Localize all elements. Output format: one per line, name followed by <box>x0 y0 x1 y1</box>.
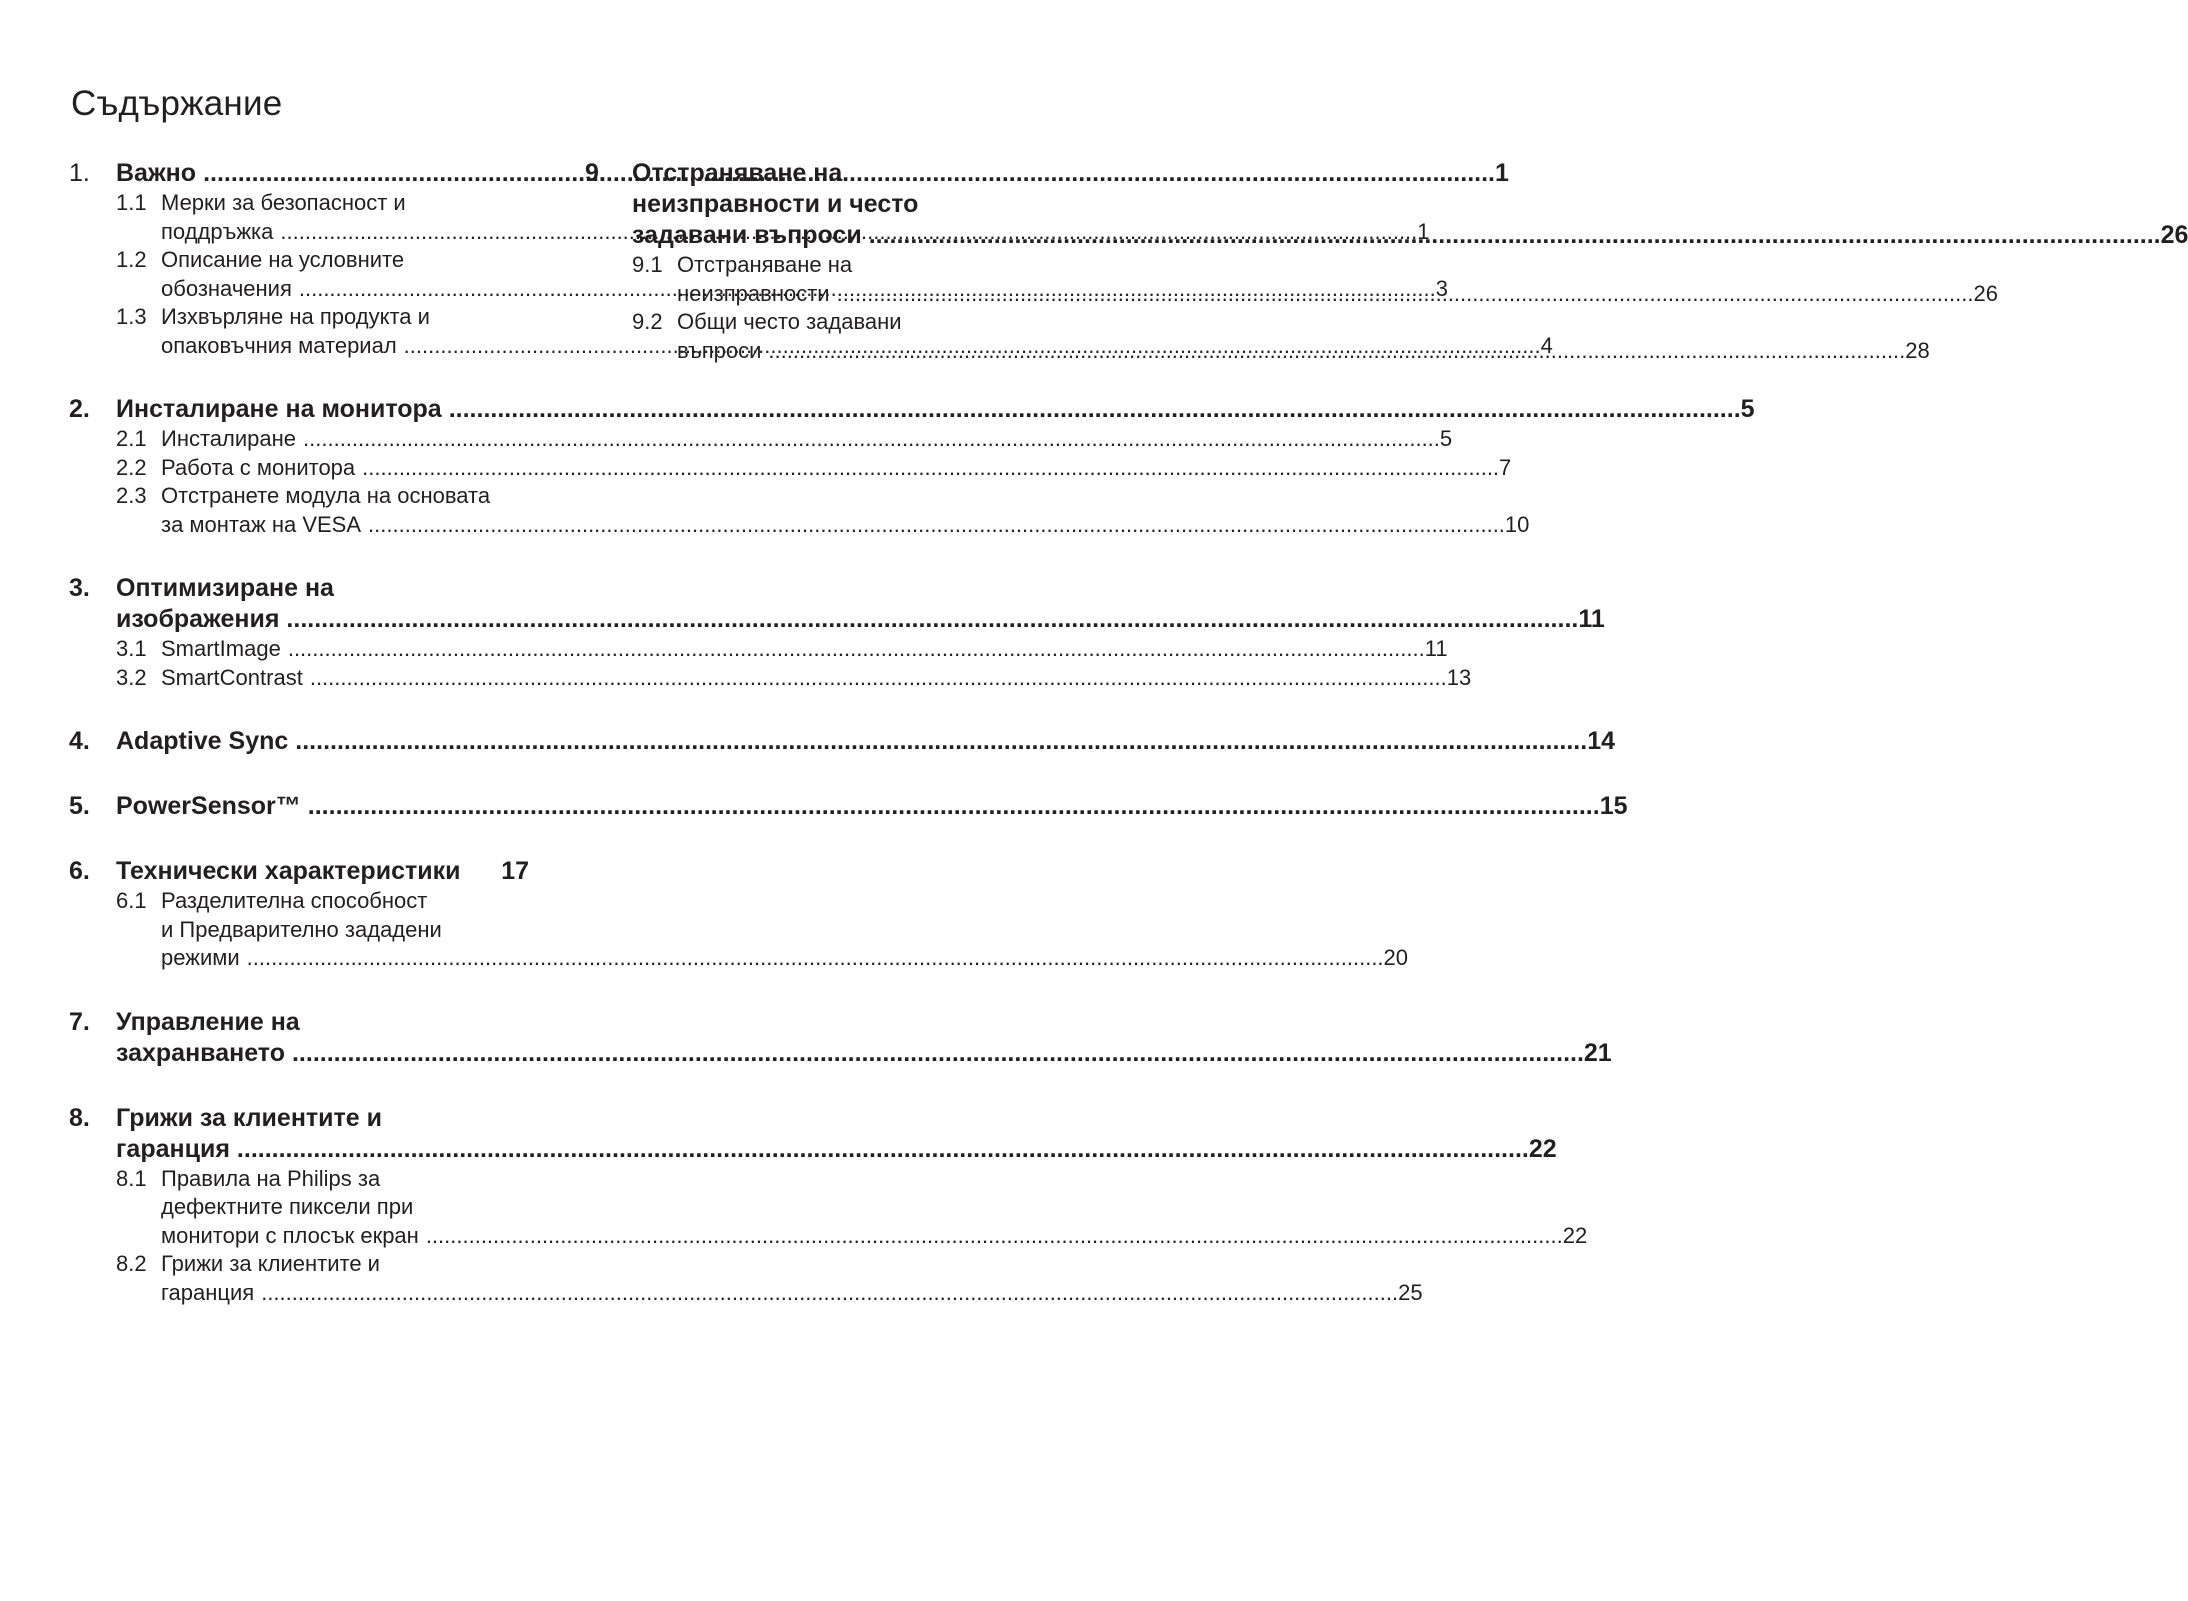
entry-text: монитори с плосък екран <box>161 1222 419 1248</box>
toc-entry-line <box>632 220 2188 251</box>
subsection-title <box>161 635 1448 664</box>
section-number: 9. <box>585 159 606 187</box>
section-number: 2. <box>69 395 90 423</box>
toc-right-column <box>585 158 2188 399</box>
page-number: 7 <box>1499 454 1512 480</box>
toc-section <box>69 1007 1612 1069</box>
toc-entry-line <box>116 791 1628 822</box>
entry-text: Инсталиране на монитора <box>116 395 442 423</box>
toc-section-heading[interactable] <box>69 394 1755 425</box>
subsection-title <box>161 887 1408 973</box>
toc-section-heading[interactable] <box>69 573 1605 635</box>
page-number: 4 <box>1540 332 1553 358</box>
dot-leader <box>288 635 1425 664</box>
subsection-number: 3.1 <box>116 636 147 661</box>
section-number: 6. <box>69 857 90 885</box>
page-number: 20 <box>1383 945 1409 970</box>
page-number: 26 <box>2160 221 2188 249</box>
page-number: 26 <box>1973 280 1998 306</box>
toc-section-heading[interactable] <box>69 1007 1612 1069</box>
toc-entry-line <box>116 604 1605 635</box>
toc-entry-line <box>677 337 1930 366</box>
subsection-title <box>161 1250 1423 1307</box>
subsection-title-line: Разделителна способност <box>161 888 428 913</box>
section-number: 4. <box>69 727 90 755</box>
dot-leader <box>261 1279 1398 1308</box>
page-number: 28 <box>1905 337 1930 363</box>
toc-subsection[interactable] <box>69 425 1453 454</box>
toc-entry-line <box>161 454 1511 483</box>
section-title <box>116 791 1628 822</box>
section-title-line: неизправности и често <box>632 190 919 218</box>
entry-text: PowerSensor™ <box>116 792 301 820</box>
subsection-number: 1.3 <box>116 304 147 329</box>
toc-entry-line <box>161 425 1452 454</box>
section-title <box>116 726 1615 757</box>
toc-section <box>69 791 1628 822</box>
dot-leader <box>303 425 1440 454</box>
toc-section-heading[interactable] <box>585 158 2188 251</box>
dot-leader <box>292 1038 1584 1069</box>
subsection-title <box>677 308 1930 365</box>
section-number: 1. <box>69 159 90 187</box>
subsection-number: 9.2 <box>632 309 663 334</box>
subsection-number: 2.3 <box>116 483 147 508</box>
dot-leader <box>295 726 1587 757</box>
toc-entry-line <box>161 1279 1423 1308</box>
entry-text: обозначения <box>161 275 292 301</box>
subsection-title-line: Общи често задавани <box>677 309 902 334</box>
toc-subsection[interactable] <box>585 308 1930 365</box>
subsection-title <box>161 1165 1587 1251</box>
entry-text: гаранция <box>161 1279 255 1305</box>
toc-entry-line <box>161 635 1448 664</box>
toc-subsection[interactable] <box>585 251 1998 308</box>
dot-leader <box>310 664 1447 693</box>
toc-subsection[interactable] <box>69 887 1409 973</box>
page-number: 25 <box>1398 1279 1423 1305</box>
toc-entry-line <box>161 944 1408 973</box>
entry-text: поддръжка <box>161 218 274 244</box>
toc-section <box>585 158 2188 365</box>
entry-text: SmartImage <box>161 636 281 661</box>
subsection-number: 1.2 <box>116 247 147 272</box>
section-number: 7. <box>69 1007 90 1036</box>
page-number: 21 <box>1583 1038 1612 1067</box>
toc-section-heading[interactable] <box>69 1103 1557 1165</box>
dot-leader <box>286 604 1578 635</box>
dot-leader <box>837 280 1974 309</box>
toc-entry-line <box>116 726 1615 757</box>
dot-leader <box>768 337 1905 366</box>
page-number: 15 <box>1599 792 1628 820</box>
entry-text: въпроси <box>677 337 762 363</box>
toc-entry-line <box>677 280 1998 309</box>
dot-leader <box>362 454 1499 483</box>
toc-subsection[interactable] <box>69 454 1512 483</box>
page-number: 11 <box>1578 605 1605 633</box>
subsection-title <box>161 482 1529 539</box>
dot-leader <box>237 1134 1529 1165</box>
dot-leader <box>368 511 1505 540</box>
entry-text: за монтаж на VESA <box>161 511 362 537</box>
subsection-title-line: дефектните пиксели при <box>161 1194 414 1219</box>
toc-entry-line <box>161 511 1529 540</box>
entry-text: опаковъчния материал <box>161 332 397 358</box>
toc-entry-line <box>116 1038 1612 1069</box>
entry-text: Технически характеристики <box>116 857 461 885</box>
subsection-title-line: Отстранете модула на основата <box>161 483 491 508</box>
entry-text: Adaptive Sync <box>116 727 289 755</box>
page-number: 22 <box>1528 1134 1557 1163</box>
page-number: 1 <box>1417 218 1430 244</box>
section-title-line: Грижи за клиентите и <box>116 1103 382 1132</box>
toc-subsection[interactable] <box>69 1250 1423 1307</box>
page-number: 5 <box>1439 426 1453 451</box>
page-number: 13 <box>1446 664 1472 690</box>
section-title-line: Управление на <box>116 1007 300 1036</box>
page-number: 10 <box>1504 511 1530 537</box>
toc-entry-line <box>116 1134 1557 1165</box>
subsection-title-line: Описание на условните <box>161 247 405 272</box>
entry-text: неизправности <box>677 280 830 306</box>
section-title <box>116 573 1605 635</box>
toc-section <box>69 394 1755 539</box>
toc-section <box>69 726 1616 757</box>
page-number: 14 <box>1587 727 1616 755</box>
subsection-title <box>161 425 1452 454</box>
page-number: 17 <box>501 857 529 885</box>
page-number: 1 <box>1494 159 1509 187</box>
dot-leader <box>426 1222 1563 1251</box>
subsection-title-line: Изхвърляне на продукта и <box>161 304 430 329</box>
subsection-title <box>161 664 1471 693</box>
subsection-number: 1.1 <box>116 190 147 215</box>
page-number: 22 <box>1562 1222 1588 1248</box>
dot-leader <box>308 791 1600 822</box>
subsection-title-line: и Предварително зададени <box>161 916 442 942</box>
section-number: 8. <box>69 1103 90 1132</box>
toc-section-heading[interactable] <box>69 791 1628 822</box>
toc-subsection[interactable] <box>69 635 1448 664</box>
toc-subsection[interactable] <box>69 482 1530 539</box>
dot-leader <box>247 944 1384 973</box>
section-title-line: Оптимизиране на <box>116 574 334 602</box>
subsection-number: 2.1 <box>116 426 147 451</box>
entry-text: режими <box>161 945 240 970</box>
toc-section <box>69 573 1605 692</box>
entry-text: захранването <box>116 1038 285 1067</box>
subsection-title-line: Правила на Philips за <box>161 1165 381 1191</box>
dot-leader <box>869 220 2161 251</box>
toc-subsection[interactable] <box>69 1165 1588 1251</box>
subsection-number: 9.1 <box>632 252 663 277</box>
section-number: 5. <box>69 792 90 820</box>
page-number: 5 <box>1740 395 1755 423</box>
entry-text: SmartContrast <box>161 664 303 690</box>
subsection-number: 6.1 <box>116 888 147 913</box>
subsection-title <box>161 454 1511 483</box>
section-title <box>116 1103 1557 1165</box>
toc-entry-line <box>161 1222 1587 1251</box>
entry-text: гаранция <box>116 1134 230 1163</box>
subsection-title-line: Грижи за клиентите и <box>161 1251 380 1276</box>
toc-entry-line <box>116 856 529 887</box>
section-title <box>116 1007 1612 1069</box>
section-number: 3. <box>69 574 90 602</box>
subsection-number: 8.2 <box>116 1251 147 1276</box>
toc-section <box>69 856 1409 973</box>
entry-text: Инсталиране <box>161 426 297 451</box>
page-title: Съдържание <box>71 84 283 123</box>
subsection-title-line: Мерки за безопасност и <box>161 190 406 215</box>
entry-text: задавани въпроси <box>632 221 862 249</box>
subsection-title <box>677 251 1998 308</box>
toc-subsection[interactable] <box>69 664 1472 693</box>
page-number: 3 <box>1435 275 1449 301</box>
subsection-number: 3.2 <box>116 664 147 690</box>
toc-entry-line <box>161 664 1471 693</box>
section-title <box>116 856 529 887</box>
page-number: 11 <box>1424 636 1448 661</box>
section-title-line: Отстраняване на <box>632 159 843 187</box>
toc-section-heading[interactable] <box>69 856 529 887</box>
subsection-title-line: Отстраняване на <box>677 252 853 277</box>
entry-text: Важно <box>116 159 197 187</box>
toc-section-heading[interactable] <box>69 726 1616 757</box>
toc-section <box>69 1103 1588 1308</box>
entry-text: изображения <box>116 605 280 633</box>
section-title <box>632 158 2188 251</box>
entry-text: Работа с монитора <box>161 454 356 480</box>
subsection-number: 2.2 <box>116 454 147 480</box>
subsection-number: 8.1 <box>116 1165 147 1191</box>
